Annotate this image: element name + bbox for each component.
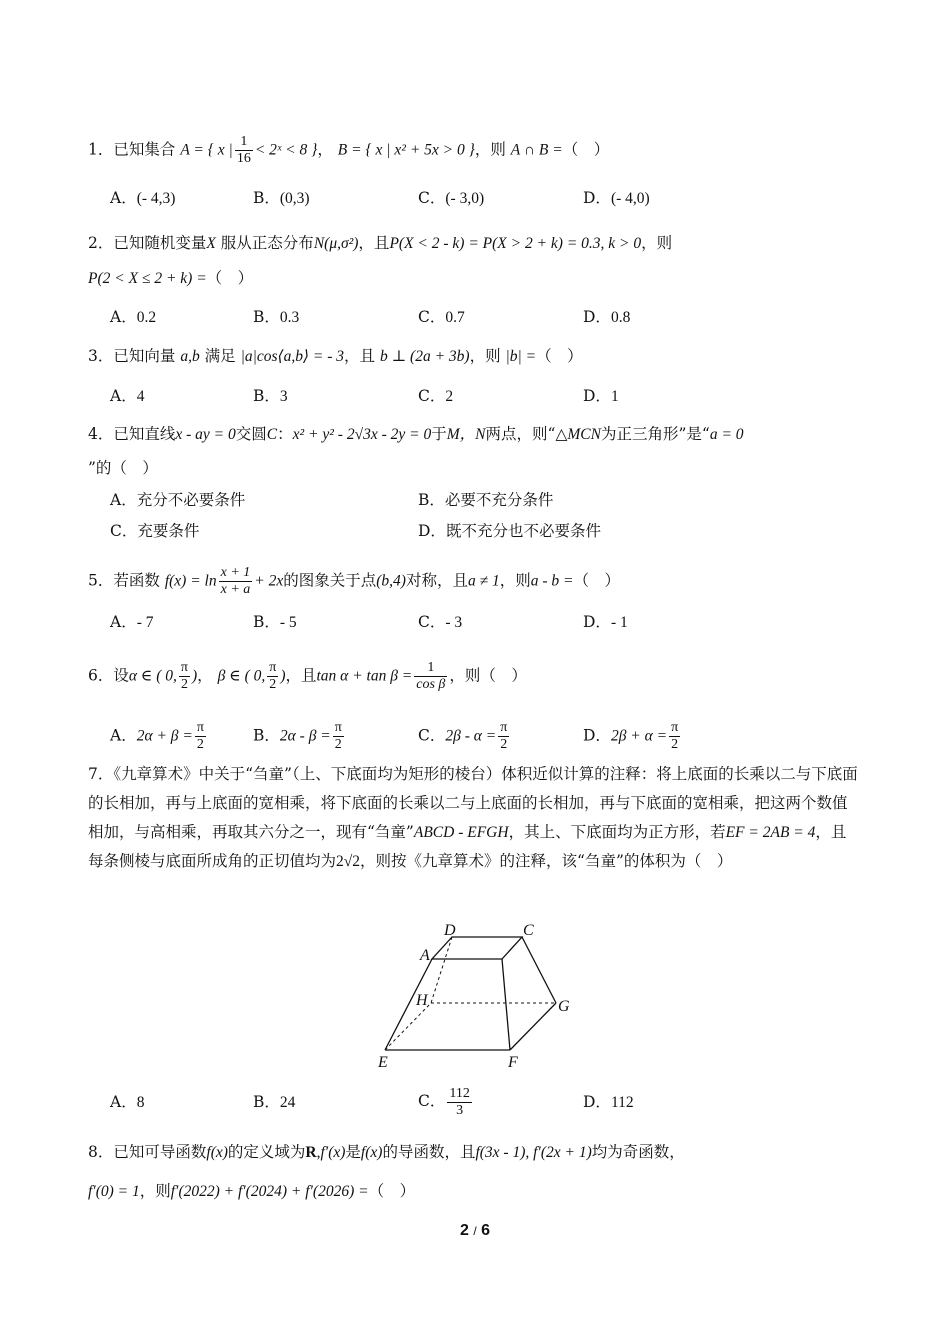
- label-a: A: [420, 947, 430, 964]
- circle-equation: x² + y² - 2√3x - 2y = 0: [292, 426, 432, 443]
- question-text: ，则: [469, 347, 501, 365]
- question-text: 已知集合: [113, 140, 176, 159]
- beta-range: β ∈ ( 0,: [217, 667, 266, 685]
- label-h: H: [416, 992, 428, 1009]
- answer-blank: （ ）: [206, 269, 254, 287]
- answer-blank: （ ）: [562, 140, 610, 159]
- question-text: ，则（ ）: [449, 666, 527, 685]
- set-a-right: < 2ˣ < 8 }: [254, 141, 318, 159]
- question-2-line-2: [88, 268, 253, 289]
- question-text: 交圆: [235, 425, 267, 443]
- tan-value: 2√2: [336, 853, 361, 870]
- q4-option-a[interactable]: A．充分不必要条件: [110, 491, 246, 509]
- condition: EF = 2AB = 4: [725, 824, 816, 841]
- q3-option-c[interactable]: C．2: [418, 387, 454, 405]
- question-number: 4．: [88, 425, 114, 443]
- question-text: 是: [345, 1143, 361, 1161]
- derivative: f′(x): [320, 1144, 346, 1161]
- expression: P(2 < X ≤ 2 + k) =: [88, 270, 207, 287]
- question-text: ，则: [641, 234, 673, 252]
- q1-option-c[interactable]: C．(- 3,0): [418, 189, 485, 207]
- q1-option-d[interactable]: D．(- 4,0): [583, 189, 650, 207]
- function: f(x): [206, 1144, 228, 1161]
- punct: ，: [317, 140, 333, 159]
- q2-option-b[interactable]: B．0.3: [253, 308, 300, 326]
- answer-blank: （ ）: [536, 347, 583, 365]
- top-face-edges: [432, 937, 522, 959]
- question-text: ，且: [285, 666, 317, 685]
- question-text: ，且: [344, 347, 376, 365]
- expression: a - b =: [530, 572, 574, 590]
- question-text: 服从正态分布: [220, 234, 314, 252]
- question-text: ，则: [474, 140, 506, 159]
- q3-option-a[interactable]: A．4: [110, 387, 145, 405]
- question-text: 满足: [204, 347, 236, 365]
- triangle: △MCN: [555, 426, 601, 443]
- function-expression: + 2x: [254, 572, 284, 590]
- q4-option-b[interactable]: B．必要不充分条件: [418, 491, 554, 509]
- answer-blank: （ ）: [573, 571, 621, 590]
- label-c: C: [523, 922, 534, 939]
- question-text: ，且: [358, 234, 390, 252]
- edge-bf: [502, 959, 510, 1050]
- question-8-line-2: [88, 1181, 415, 1202]
- q7-option-b[interactable]: B．24: [253, 1093, 296, 1111]
- answer-blank: （ ）: [368, 1182, 416, 1200]
- edge-fg: [510, 1003, 556, 1050]
- label-g: G: [558, 998, 570, 1015]
- question-text: 的导函数，且: [382, 1143, 476, 1161]
- points: M，N: [446, 426, 486, 443]
- set-a-left: A = { x |: [180, 141, 233, 159]
- line-equation: x - ay = 0: [175, 426, 236, 443]
- q5-option-c[interactable]: C．- 3: [418, 613, 463, 631]
- question-text: 均为奇函数，: [591, 1143, 685, 1161]
- hidden-edge-dh: [431, 937, 452, 1003]
- fraction: $\frac{\pi}{2}$: [180, 660, 188, 692]
- expression: |b| =: [505, 348, 537, 365]
- question-text: 已知向量: [113, 347, 176, 365]
- label-f: F: [508, 1054, 518, 1071]
- question-number: 1．: [88, 140, 114, 159]
- set-b: B = { x | x² + 5x > 0 }: [337, 141, 475, 159]
- question-number: 5．: [88, 571, 114, 590]
- label-d: D: [444, 922, 456, 939]
- q1-option-a[interactable]: A．(- 4,3): [110, 189, 176, 207]
- question-1: [88, 134, 609, 167]
- punct: ，: [197, 666, 213, 685]
- condition: |a|cos⟨a,b⟩ = - 3: [240, 348, 344, 365]
- paren: ): [280, 667, 286, 685]
- punct: ：: [277, 425, 293, 443]
- q4-option-c[interactable]: C．充要条件: [110, 522, 200, 540]
- expression: f′(2022) + f′(2024) + f′(2026) =: [170, 1183, 369, 1200]
- question-number: 8．: [88, 1143, 114, 1161]
- q5-option-a[interactable]: A．- 7: [110, 613, 154, 631]
- q3-option-d[interactable]: D．1: [583, 387, 619, 405]
- question-6: [88, 660, 527, 693]
- question-text: 若函数: [113, 571, 160, 590]
- q1-option-b[interactable]: B．(0,3): [253, 189, 310, 207]
- q7-option-c[interactable]: C． $\frac{112}{3}$: [418, 1085, 470, 1118]
- question-text: ”的（ ）: [88, 459, 158, 477]
- q4-option-d[interactable]: D．既不充分也不必要条件: [418, 522, 601, 540]
- condition: f′(0) = 1: [88, 1183, 140, 1200]
- q2-option-c[interactable]: C．0.7: [418, 308, 465, 326]
- question-text: 的图象关于点: [283, 571, 377, 590]
- question-text: 设: [113, 666, 129, 685]
- fraction: $\frac{\pi}{2}$: [269, 660, 277, 692]
- question-text: 已知随机变量: [113, 234, 207, 252]
- variable: X: [206, 235, 216, 252]
- edge-cg: [522, 937, 556, 1003]
- question-8: [88, 1142, 685, 1163]
- q2-option-d[interactable]: D．0.8: [583, 308, 631, 326]
- question-text: 于: [431, 425, 447, 443]
- q6-option-d[interactable]: D．2β + α = $\frac{\pi}{2}$: [583, 720, 679, 752]
- q5-option-b[interactable]: B．- 5: [253, 613, 297, 631]
- q6-option-c[interactable]: C．2β - α = $\frac{\pi}{2}$: [418, 720, 508, 752]
- q6-option-a[interactable]: A．2α + β = $\frac{\pi}{2}$: [110, 720, 204, 752]
- question-2: [88, 233, 672, 254]
- function: f(x): [360, 1144, 383, 1161]
- question-5: [88, 565, 620, 598]
- question-number: 3．: [88, 347, 114, 365]
- condition: b ⊥ (2a + 3b): [379, 348, 470, 365]
- question-text: 的定义域为: [227, 1143, 306, 1161]
- question-4: [88, 424, 744, 445]
- condition: a ≠ 1: [467, 572, 500, 590]
- functions: f(3x - 1), f′(2x + 1): [475, 1144, 592, 1161]
- question-text: 已知可导函数: [113, 1143, 207, 1161]
- q5-option-d[interactable]: D．- 1: [583, 613, 628, 631]
- question-number: 2．: [88, 234, 114, 252]
- question-text: ，则: [139, 1182, 171, 1200]
- condition: P(X < 2 - k) = P(X > 2 + k) = 0.3, k > 0: [389, 235, 642, 252]
- solid-name: ABCD - EFGH: [413, 824, 509, 841]
- function-expression: f(x) = ln: [164, 572, 217, 590]
- question-text: 已知直线: [113, 425, 176, 443]
- fraction: $\frac{x + 1}{x + a}$: [220, 565, 251, 597]
- question-number: 6．: [88, 666, 114, 685]
- fraction: $\frac{1}{16}$: [236, 134, 251, 166]
- frustum-figure: [370, 915, 580, 1075]
- question-text: ，其上、下底面均为正方形，若: [508, 823, 726, 841]
- q6-option-b[interactable]: B．2α - β = $\frac{\pi}{2}$: [253, 720, 342, 752]
- alpha-range: α ∈ ( 0,: [128, 667, 177, 685]
- question-number: 7．: [88, 765, 114, 783]
- hidden-edge-eh: [385, 1003, 431, 1050]
- label-e: E: [378, 1054, 388, 1071]
- q7-option-a[interactable]: A．8: [110, 1093, 145, 1111]
- vectors: a,b: [180, 348, 200, 365]
- point: (b,4): [376, 572, 406, 590]
- real-set: R: [305, 1144, 317, 1161]
- page-number: 2 / 6: [459, 1222, 491, 1239]
- punct: ,: [316, 1144, 321, 1161]
- question-text: 《九章算术》中关于“刍童”（上、下底面均为矩形的棱台）体积近似计算的注释：将上底面的长乘以二与下底面的长相加，再与上底面的宽相乘，将下底面的长乘以二与上底面的长相加，再与下底面的宽相乘，把这两个数值相加，与高相乘，再取其六分之一，现有“刍童”: [88, 765, 858, 841]
- circle-name: C: [266, 426, 278, 443]
- q7-option-d[interactable]: D．112: [583, 1093, 634, 1111]
- question-text: 对称，且: [405, 571, 468, 590]
- question-7: [88, 760, 860, 876]
- q2-option-a[interactable]: A．0.2: [110, 308, 157, 326]
- expression: A ∩ B =: [510, 141, 563, 159]
- question-text: ，且每条侧棱与底面所成角的正切值均为: [88, 823, 847, 870]
- question-4-line-2: [88, 458, 158, 478]
- question-text: ，则: [499, 571, 531, 590]
- question-text: 为正三角形”是“: [600, 425, 710, 443]
- q3-option-b[interactable]: B．3: [253, 387, 288, 405]
- equation-lhs: tan α + tan β =: [316, 667, 413, 685]
- fraction: $\frac{1}{\text{cos β}}$: [416, 660, 446, 692]
- distribution: N(μ,σ²): [313, 235, 359, 252]
- question-text: ，则按《九章算术》的注释，该“刍童”的体积为（ ）: [360, 852, 733, 870]
- condition: a = 0: [709, 426, 744, 443]
- question-3: [88, 346, 583, 367]
- paren: ): [192, 667, 198, 685]
- question-text: 两点，则“: [485, 425, 556, 443]
